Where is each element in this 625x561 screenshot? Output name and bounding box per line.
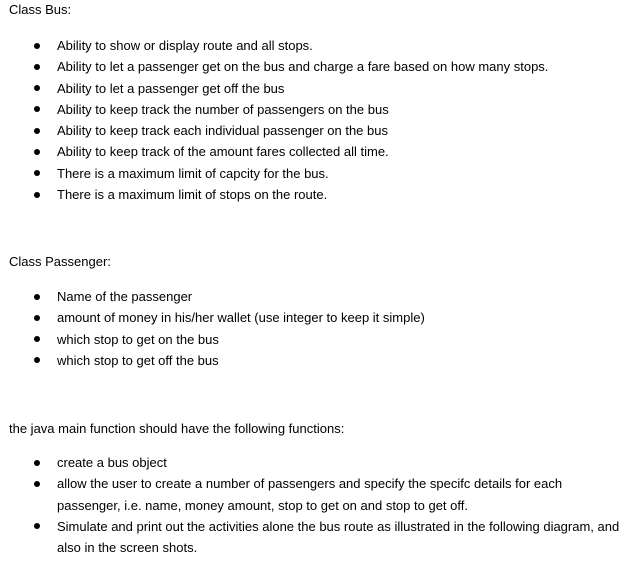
list-item: which stop to get on the bus: [0, 329, 625, 350]
list-item: Ability to keep track the number of passengers on the bus: [0, 99, 625, 120]
bullet-icon: [34, 523, 40, 529]
bullet-icon: [34, 315, 40, 321]
bullet-icon: [34, 128, 40, 134]
list-item: Simulate and print out the activities alone the bus route as illustrated in the following diagram, and also in the screen shots.: [0, 516, 625, 559]
bullet-icon: [34, 170, 40, 176]
bus-requirements-list: [0, 35, 625, 205]
main-function-requirements-list: [0, 452, 625, 558]
list-item: There is a maximum limit of capcity for the bus.: [0, 163, 625, 184]
list-item: amount of money in his/her wallet (use integer to keep it simple): [0, 307, 625, 328]
bullet-icon: [34, 460, 40, 466]
list-item: Ability to show or display route and all stops.: [0, 35, 625, 56]
bullet-icon: [34, 357, 40, 363]
list-item: Ability to keep track of the amount fares collected all time.: [0, 141, 625, 162]
list-item: Ability to let a passenger get on the bus and charge a fare based on how many stops.: [0, 56, 625, 77]
bullet-icon: [34, 294, 40, 300]
list-item: create a bus object: [0, 452, 625, 473]
section-heading-passenger: Class Passenger:: [9, 254, 111, 269]
bullet-icon: [34, 64, 40, 70]
bullet-icon: [34, 192, 40, 198]
bullet-icon: [34, 106, 40, 112]
bullet-icon: [34, 336, 40, 342]
list-item: Name of the passenger: [0, 286, 625, 307]
section-heading-bus: Class Bus:: [9, 2, 72, 17]
section-heading-main-function: the java main function should have the following functions:: [9, 421, 345, 436]
list-item: Ability to let a passenger get off the bus: [0, 78, 625, 99]
list-item: which stop to get off the bus: [0, 350, 625, 371]
list-item: Ability to keep track each individual passenger on the bus: [0, 120, 625, 141]
list-item: allow the user to create a number of passengers and specify the specifc details for each passenger, i.e. name, money amount, stop to get on and stop to get off.: [0, 473, 625, 516]
bullet-icon: [34, 43, 40, 49]
passenger-requirements-list: [0, 286, 625, 371]
bullet-icon: [34, 85, 40, 91]
bullet-icon: [34, 481, 40, 487]
bullet-icon: [34, 149, 40, 155]
list-item: There is a maximum limit of stops on the route.: [0, 184, 625, 205]
